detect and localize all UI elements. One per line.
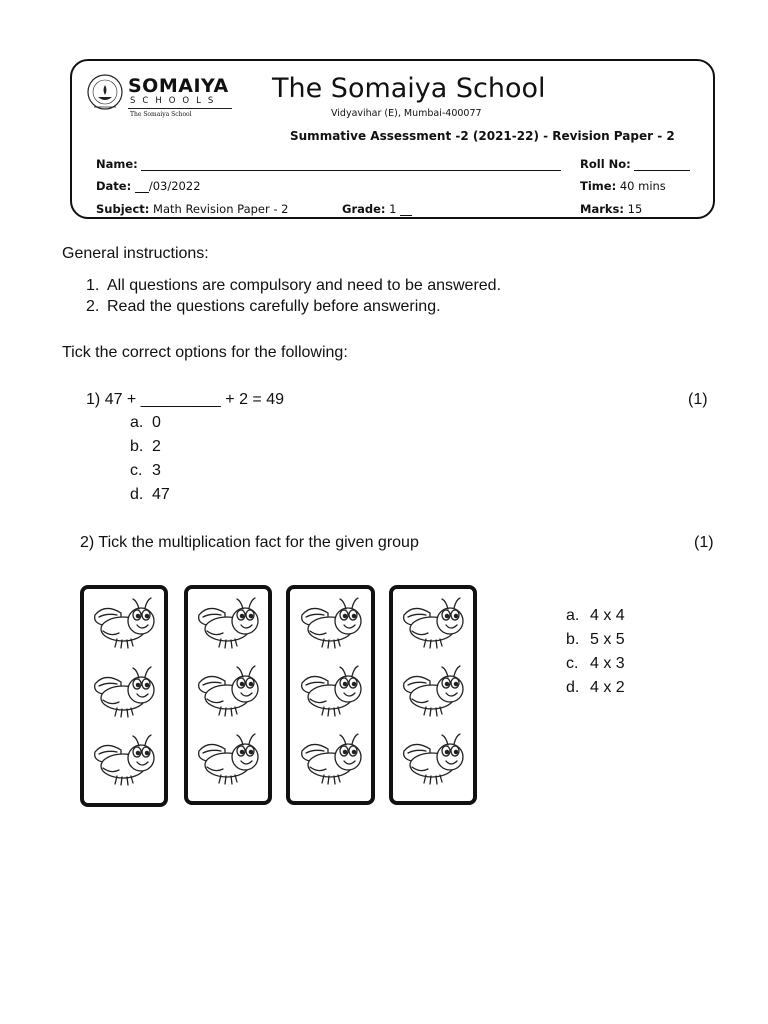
bug-group-2 (184, 585, 272, 805)
marks-value: 15 (627, 202, 643, 216)
time-label: Time: (580, 179, 617, 193)
logo-divider (128, 108, 232, 109)
question-2: 2) Tick the multiplication fact for the given group (80, 534, 419, 551)
roll-label: Roll No: (580, 157, 631, 171)
grade-label: Grade: (342, 202, 386, 216)
option-a[interactable]: 4 x 4 (590, 607, 625, 624)
option-letter: d. (566, 679, 580, 696)
option-letter: a. (130, 414, 144, 431)
name-blank[interactable] (141, 159, 561, 171)
marks-label: Marks: (580, 202, 624, 216)
fly-icon (195, 661, 261, 723)
instructions-heading: General instructions: (62, 245, 209, 262)
bug-group-3 (286, 585, 375, 805)
option-letter: a. (566, 607, 580, 624)
subject-value: Math Revision Paper - 2 (153, 202, 289, 216)
name-field (96, 157, 561, 171)
fly-icon (91, 730, 157, 792)
roll-blank[interactable] (634, 159, 690, 171)
school-address: Vidyavihar (E), Mumbai-400077 (331, 108, 482, 119)
subject-field (96, 202, 289, 216)
date-label: Date: (96, 179, 132, 193)
fly-icon (298, 729, 364, 791)
option-letter: b. (130, 438, 144, 455)
fly-icon (400, 661, 466, 723)
option-b[interactable]: 5 x 5 (590, 631, 625, 648)
option-letter: b. (566, 631, 580, 648)
option-letter: d. (130, 486, 144, 503)
fly-icon (91, 593, 157, 655)
time-field (580, 179, 666, 193)
instruction-text: All questions are compulsory and need to be answered. (107, 277, 502, 294)
fly-icon (195, 729, 261, 791)
date-field (96, 179, 201, 193)
option-letter: c. (566, 655, 579, 672)
logo-name: SOMAIYA (128, 75, 229, 97)
section-prompt: Tick the correct options for the following: (62, 344, 348, 361)
date-blank[interactable] (135, 181, 149, 193)
date-value: /03/2022 (148, 179, 201, 193)
grade-blank[interactable] (400, 204, 412, 216)
bug-group-1 (80, 585, 168, 807)
marks-field (580, 202, 642, 216)
answer-blank[interactable]: _________ (140, 391, 221, 408)
seal-icon (86, 73, 124, 117)
roll-field (580, 157, 690, 171)
fly-icon (400, 593, 466, 655)
question-number: 1) (86, 391, 101, 408)
question-1 (86, 391, 284, 409)
fly-icon (298, 593, 364, 655)
bug-group-4 (389, 585, 477, 805)
fly-icon (91, 662, 157, 724)
option-letter: c. (130, 462, 143, 479)
option-b[interactable]: 2 (152, 438, 161, 455)
instruction-number: 1. (86, 277, 100, 294)
header-box (70, 59, 715, 219)
school-name: The Somaiya School (272, 73, 546, 104)
option-d[interactable]: 4 x 2 (590, 679, 625, 696)
grade-field (342, 202, 412, 216)
question-2-marks: (1) (694, 534, 714, 551)
instruction-number: 2. (86, 298, 100, 315)
option-d[interactable]: 47 (152, 486, 170, 503)
question-1-marks: (1) (688, 391, 708, 408)
fly-icon (400, 729, 466, 791)
name-label: Name: (96, 157, 138, 171)
grade-value: 1 (389, 202, 397, 216)
option-c[interactable]: 4 x 3 (590, 655, 625, 672)
question-text: + 2 = 49 (225, 391, 284, 408)
school-logo (86, 73, 229, 121)
logo-tagline: The Somaiya School (130, 111, 192, 118)
instruction-text: Read the questions carefully before answering. (107, 298, 441, 315)
fly-icon (298, 661, 364, 723)
question-text: 47 + (104, 391, 137, 408)
assessment-title: Summative Assessment -2 (2021-22) - Revision Paper - 2 (290, 129, 675, 143)
time-value: 40 mins (619, 179, 666, 193)
subject-label: Subject: (96, 202, 150, 216)
option-a[interactable]: 0 (152, 414, 161, 431)
option-c[interactable]: 3 (152, 462, 161, 479)
logo-subtitle: SCHOOLS (130, 96, 221, 106)
fly-icon (195, 593, 261, 655)
